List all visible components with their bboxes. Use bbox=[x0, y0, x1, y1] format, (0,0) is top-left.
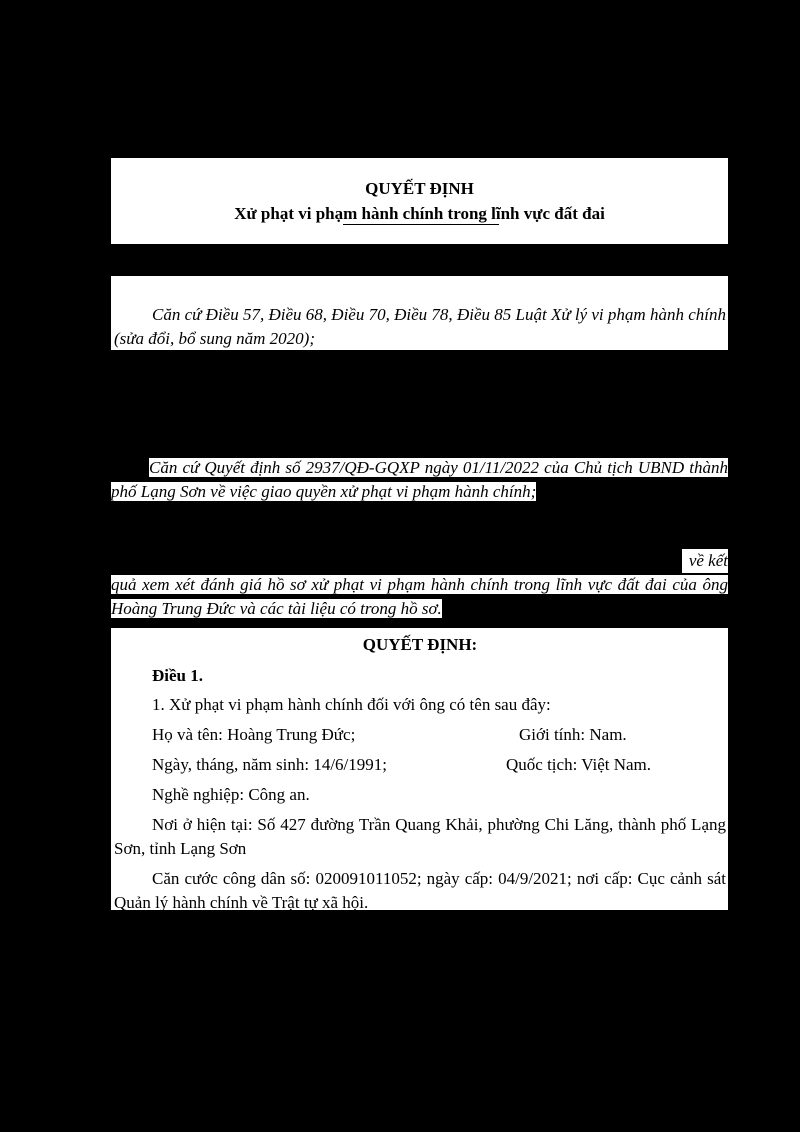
legal-basis-2 bbox=[111, 456, 728, 504]
document-subtitle: Xử phạt vi phạm hành chính trong lĩnh vực đất đai bbox=[234, 204, 605, 223]
legal-basis-3-prefix-panel bbox=[682, 549, 728, 573]
id-card: Căn cước công dân số: 020091011052; ngày cấp: 04/9/2021; nơi cấp: Cục cảnh sát Quản lý hành chính về Trật tự xã hội. bbox=[114, 869, 726, 912]
title-underline bbox=[343, 224, 499, 225]
title-panel bbox=[111, 158, 728, 244]
legal-basis-2-text: Căn cứ Quyết định số 2937/QĐ-GQXP ngày 01/11/2022 của Chủ tịch UBND thành phố Lạng Sơn về việc giao quyền xử phạt vi phạm hành chính; bbox=[111, 458, 728, 501]
legal-basis-3-text: quả xem xét đánh giá hồ sơ xử phạt vi phạm hành chính trong lĩnh vực đất đai của ông Hoàng Trung Đức và các tài liệu có trong hồ sơ. bbox=[111, 575, 728, 618]
legal-basis-1-panel bbox=[111, 276, 728, 350]
decision-heading: QUYẾT ĐỊNH: bbox=[362, 635, 478, 654]
article-1-label: Điều 1. bbox=[152, 666, 203, 685]
birth-date: Ngày, tháng, năm sinh: 14/6/1991; bbox=[152, 755, 387, 774]
decision-panel bbox=[111, 628, 728, 910]
nationality: Quốc tịch: Việt Nam. bbox=[506, 755, 652, 774]
full-name: Họ và tên: Hoàng Trung Đức; bbox=[152, 725, 356, 744]
occupation: Nghề nghiệp: Công an. bbox=[152, 785, 310, 804]
legal-basis-3 bbox=[111, 573, 728, 621]
document-title: QUYẾT ĐỊNH bbox=[365, 179, 474, 198]
legal-basis-1: Căn cứ Điều 57, Điều 68, Điều 70, Điều 78, Điều 85 Luật Xử lý vi phạm hành chính (sửa đổi, bổ sung năm 2020); bbox=[114, 305, 726, 348]
legal-basis-2-block bbox=[111, 456, 728, 504]
residence: Nơi ở hiện tại: Số 427 đường Trần Quang Khải, phường Chi Lăng, thành phố Lạng Sơn, tỉnh Lạng Sơn bbox=[114, 815, 726, 858]
article-1-item-1: 1. Xử phạt vi phạm hành chính đối với ông có tên sau đây: bbox=[152, 695, 551, 714]
legal-basis-3-prefix: về kết bbox=[688, 551, 728, 570]
legal-basis-3-block bbox=[111, 573, 728, 621]
gender: Giới tính: Nam. bbox=[519, 725, 627, 744]
birth-nationality-row bbox=[114, 753, 726, 777]
name-gender-row bbox=[114, 723, 726, 747]
